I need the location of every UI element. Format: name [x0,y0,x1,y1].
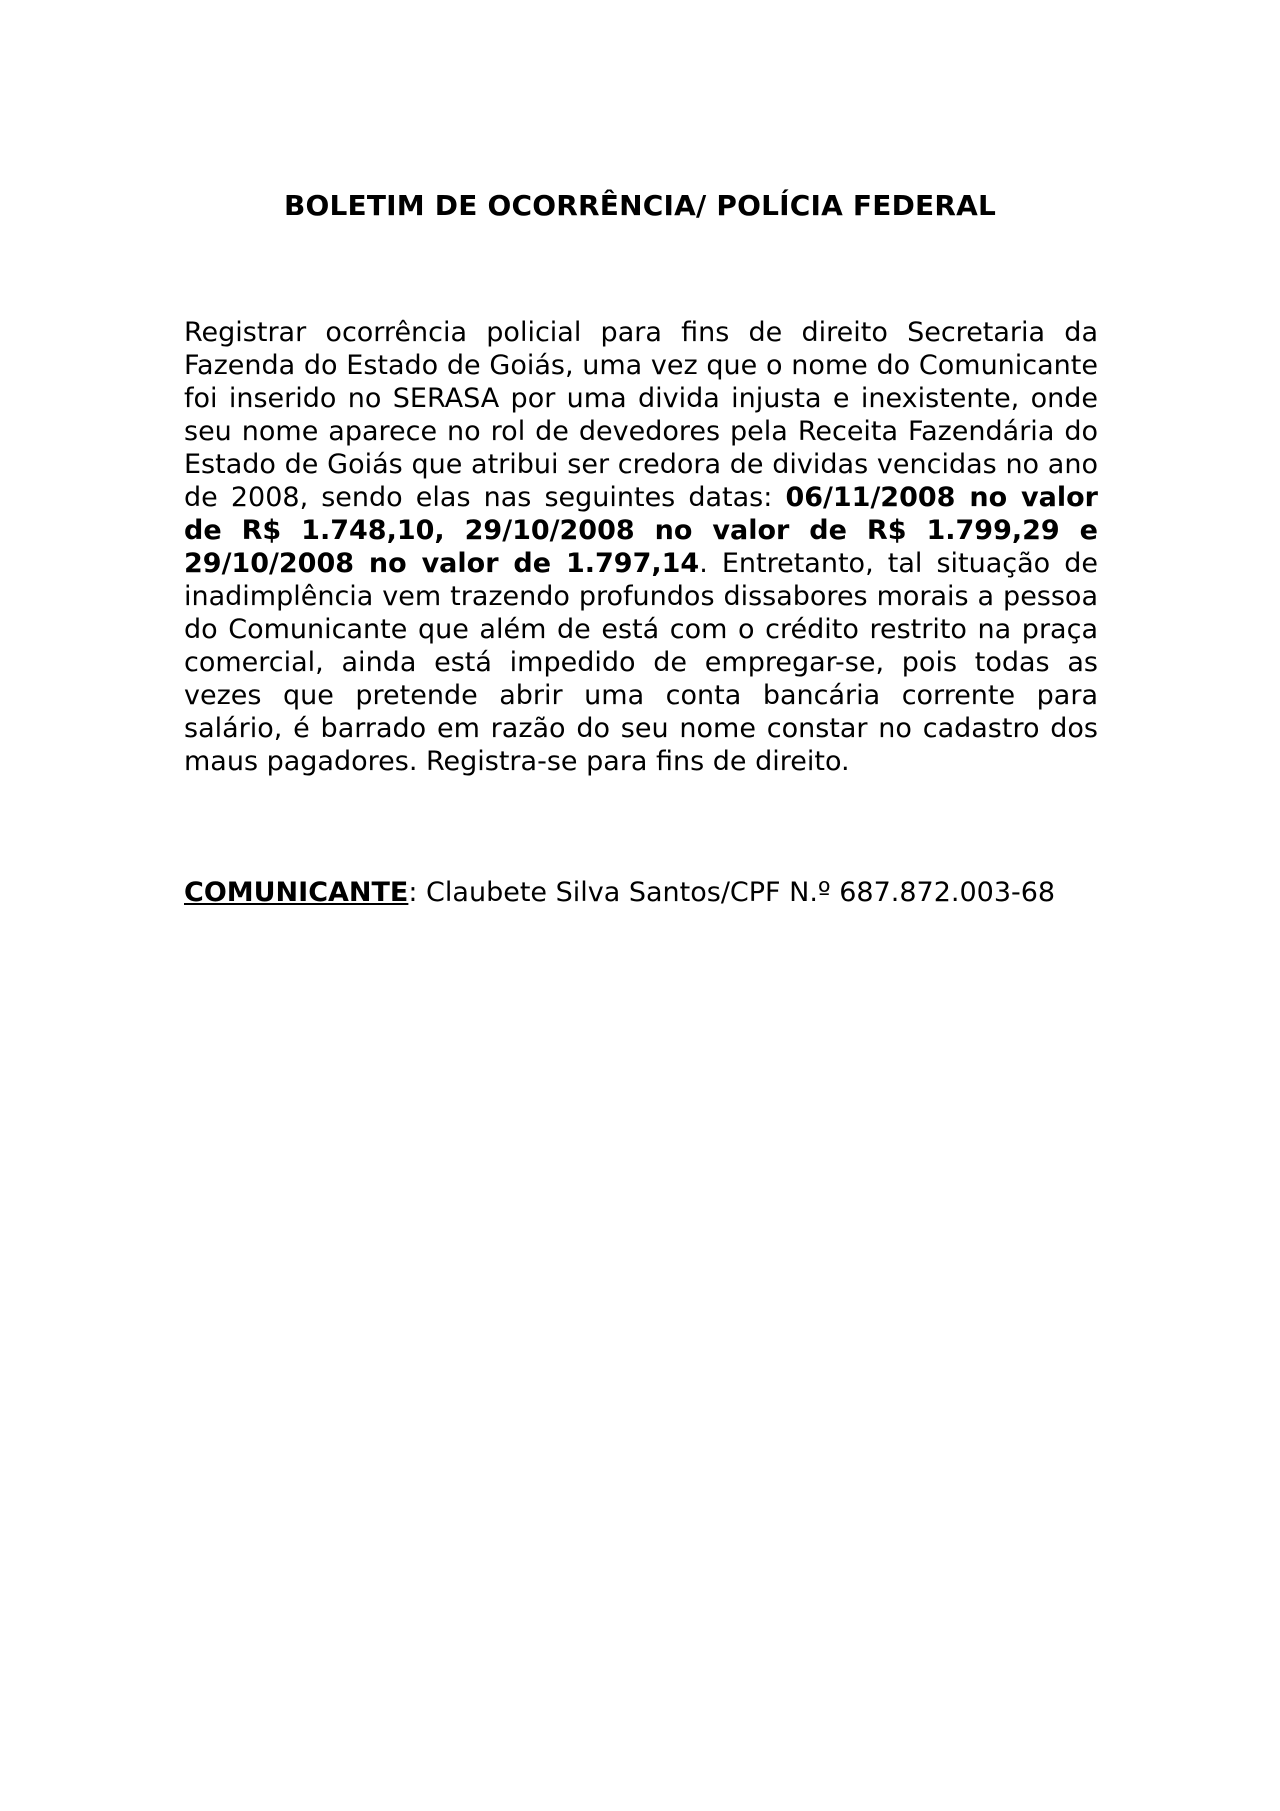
body-text-conclusion: . Entretanto, tal situação de inadimplência vem trazendo profundos dissabores morais a pessoa do Comunicante que além de está com o crédito restrito na praça comercial, ainda está impedido de empregar-se, pois todas as vezes que pretende abrir uma conta bancária corrente para salário, é barrado em razão do seu nome constar no cadastro dos maus pagadores. Registra-se para fins de direito. [184,548,1098,777]
document-body [184,316,1098,778]
signature-value: : Claubete Silva Santos/CPF N.º 687.872.003-68 [408,877,1056,908]
signature-line [184,876,1098,909]
body-text-debt-values: 06/11/2008 no valor de R$ 1.748,10, 29/10/2008 no valor de R$ 1.799,29 e 29/10/2008 no valor de 1.797,14 [184,482,1098,579]
document-title: BOLETIM DE OCORRÊNCIA/ POLÍCIA FEDERAL [283,189,997,222]
signature-label: COMUNICANTE [184,877,409,908]
body-text-intro: Registrar ocorrência policial para fins de direito Secretaria da Fazenda do Estado de Goiás, uma vez que o nome do Comunicante foi inserido no SERASA por uma divida injusta e inexistente, onde seu nome aparece no rol de devedores pela Receita Fazendária do Estado de Goiás que atribui ser credora de dividas vencidas no ano de 2008, sendo elas nas seguintes datas: [184,317,1098,513]
